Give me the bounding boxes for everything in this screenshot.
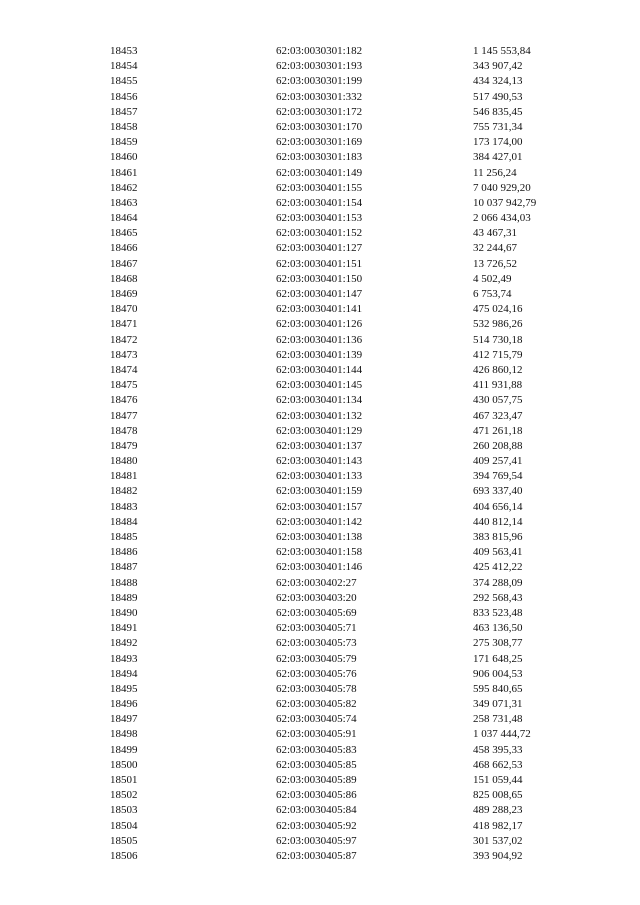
row-number: 18471 [110,318,138,331]
table-row [0,272,640,287]
cadastral-number: 62:03:0030405:83 [276,743,357,756]
cadastral-value: 292 568,43 [473,591,523,604]
cadastral-number: 62:03:0030405:85 [276,758,357,771]
cadastral-value: 13 726,52 [473,257,517,270]
table-row [0,257,640,272]
cadastral-value: 412 715,79 [473,348,523,361]
table-row [0,560,640,575]
cadastral-number: 62:03:0030401:132 [276,409,363,422]
cadastral-value: 384 427,01 [473,151,523,164]
row-number: 18465 [110,227,138,240]
row-number: 18482 [110,485,138,498]
table-row [0,181,640,196]
row-number: 18477 [110,409,138,422]
cadastral-value: 471 261,18 [473,424,523,437]
table-row [0,409,640,424]
table-row [0,454,640,469]
cadastral-value: 173 174,00 [473,136,523,149]
cadastral-number: 62:03:0030405:89 [276,774,357,786]
cadastral-value: 383 815,96 [473,531,523,543]
cadastral-value: 755 731,34 [473,120,523,133]
row-number: 18461 [110,166,138,179]
row-number: 18481 [110,470,138,483]
cadastral-number: 62:03:0030405:87 [276,849,357,862]
row-number: 18456 [110,90,138,103]
cadastral-value: 343 907,42 [473,60,523,73]
row-number: 18470 [110,303,138,316]
table-row [0,697,640,712]
table-row [0,424,640,439]
row-number: 18463 [110,196,138,209]
table-row [0,652,640,667]
cadastral-number: 62:03:0030405:92 [276,819,357,832]
cadastral-value: 275 308,77 [473,637,523,650]
row-number: 18473 [110,348,138,361]
table-row [0,788,640,803]
cadastral-number: 62:03:0030301:183 [276,151,363,164]
table-row [0,196,640,211]
cadastral-value: 468 662,53 [473,758,523,771]
row-number: 18493 [110,652,138,665]
row-number: 18458 [110,120,138,133]
cadastral-value: 151 059,44 [473,774,523,786]
cadastral-value: 4 502,49 [473,272,512,285]
table-row [0,834,640,849]
table-row [0,166,640,181]
row-number: 18478 [110,424,138,437]
table-row [0,819,640,834]
table-row [0,484,640,499]
cadastral-number: 62:03:0030401:147 [276,288,363,300]
cadastral-number: 62:03:0030401:138 [276,531,363,543]
cadastral-value: 394 769,54 [473,470,523,483]
cadastral-number: 62:03:0030401:142 [276,515,363,528]
row-number: 18474 [110,363,138,376]
cadastral-number: 62:03:0030401:139 [276,348,363,361]
table-row [0,667,640,682]
cadastral-value: 404 656,14 [473,500,523,513]
table-row [0,439,640,454]
cadastral-value: 171 648,25 [473,652,523,665]
row-number: 18494 [110,667,138,680]
cadastral-value: 825 008,65 [473,789,523,802]
table-row [0,515,640,530]
cadastral-value: 434 324,13 [473,75,523,88]
row-number: 18502 [110,789,138,802]
table-row [0,348,640,363]
row-number: 18505 [110,834,138,847]
cadastral-number: 62:03:0030401:154 [276,196,363,209]
cadastral-value: 409 257,41 [473,455,523,468]
table-row [0,393,640,408]
table-row [0,758,640,773]
cadastral-number: 62:03:0030401:158 [276,546,363,559]
row-number: 18459 [110,136,138,149]
table-row [0,621,640,636]
cadastral-value: 906 004,53 [473,667,523,680]
row-number: 18462 [110,181,138,194]
row-number: 18469 [110,288,138,300]
row-number: 18492 [110,637,138,650]
cadastral-number: 62:03:0030405:78 [276,682,357,695]
cadastral-number: 62:03:0030401:144 [276,363,363,376]
cadastral-value: 7 040 929,20 [473,181,531,194]
row-number: 18488 [110,576,138,589]
row-number: 18460 [110,151,138,164]
cadastral-number: 62:03:0030301:332 [276,90,363,103]
cadastral-value: 467 323,47 [473,409,523,422]
cadastral-value: 489 288,23 [473,804,523,817]
cadastral-value: 595 840,65 [473,682,523,695]
cadastral-number: 62:03:0030301:182 [276,45,363,57]
cadastral-value: 301 537,02 [473,834,523,847]
cadastral-value: 514 730,18 [473,333,523,346]
row-number: 18500 [110,758,138,771]
table-row [0,241,640,256]
table-row [0,545,640,560]
row-number: 18496 [110,698,138,711]
cadastral-number: 62:03:0030401:150 [276,272,363,285]
cadastral-number: 62:03:0030401:151 [276,257,363,270]
row-number: 18498 [110,728,138,741]
cadastral-number: 62:03:0030301:169 [276,136,363,149]
cadastral-value: 693 337,40 [473,485,523,498]
cadastral-number: 62:03:0030301:172 [276,105,363,118]
row-number: 18501 [110,774,138,786]
table-row [0,302,640,317]
cadastral-number: 62:03:0030405:86 [276,789,357,802]
table-row [0,44,640,59]
row-number: 18475 [110,379,138,392]
cadastral-number: 62:03:0030401:155 [276,181,363,194]
row-number: 18476 [110,394,138,407]
row-number: 18495 [110,682,138,695]
row-number: 18483 [110,500,138,513]
cadastral-value: 458 395,33 [473,743,523,756]
row-number: 18506 [110,849,138,862]
cadastral-value: 463 136,50 [473,622,523,635]
table-row [0,226,640,241]
row-number: 18464 [110,212,138,225]
cadastral-value: 833 523,48 [473,606,523,619]
cadastral-number: 62:03:0030405:74 [276,713,357,726]
row-number: 18487 [110,561,138,574]
row-number: 18485 [110,531,138,543]
row-number: 18468 [110,272,138,285]
table-row [0,591,640,606]
cadastral-number: 62:03:0030405:76 [276,667,357,680]
cadastral-number: 62:03:0030405:97 [276,834,357,847]
cadastral-value: 430 057,75 [473,394,523,407]
cadastral-value: 2 066 434,03 [473,212,531,225]
table-row [0,363,640,378]
cadastral-number: 62:03:0030405:79 [276,652,357,665]
cadastral-value: 440 812,14 [473,515,523,528]
table-row [0,120,640,135]
table-row [0,317,640,332]
cadastral-value: 349 071,31 [473,698,523,711]
table-row [0,803,640,818]
cadastral-value: 393 904,92 [473,849,523,862]
cadastral-value-table [0,44,640,864]
row-number: 18467 [110,257,138,270]
table-row [0,636,640,651]
cadastral-value: 1 037 444,72 [473,728,531,741]
cadastral-number: 62:03:0030301:193 [276,60,363,73]
row-number: 18484 [110,515,138,528]
row-number: 18497 [110,713,138,726]
cadastral-number: 62:03:0030405:84 [276,804,357,817]
row-number: 18480 [110,455,138,468]
row-number: 18457 [110,105,138,118]
cadastral-number: 62:03:0030401:134 [276,394,363,407]
row-number: 18455 [110,75,138,88]
cadastral-value: 411 931,88 [473,379,523,392]
table-row [0,211,640,226]
row-number: 18491 [110,622,138,635]
row-number: 18479 [110,439,138,452]
table-row [0,90,640,105]
row-number: 18454 [110,60,138,73]
cadastral-value: 1 145 553,84 [473,45,531,57]
row-number: 18489 [110,591,138,604]
table-row [0,743,640,758]
cadastral-value: 260 208,88 [473,439,523,452]
cadastral-value: 11 256,24 [473,166,517,179]
cadastral-number: 62:03:0030401:157 [276,500,363,513]
cadastral-number: 62:03:0030401:137 [276,439,363,452]
cadastral-value: 10 037 942,79 [473,196,537,209]
row-number: 18504 [110,819,138,832]
table-row [0,135,640,150]
cadastral-number: 62:03:0030402:27 [276,576,357,589]
table-row [0,469,640,484]
cadastral-number: 62:03:0030301:199 [276,75,363,88]
cadastral-number: 62:03:0030401:126 [276,318,363,331]
cadastral-number: 62:03:0030403:20 [276,591,357,604]
cadastral-value: 546 835,45 [473,105,523,118]
cadastral-number: 62:03:0030401:129 [276,424,363,437]
cadastral-number: 62:03:0030401:141 [276,303,363,316]
table-row [0,150,640,165]
cadastral-number: 62:03:0030405:71 [276,622,357,635]
row-number: 18472 [110,333,138,346]
table-row [0,105,640,120]
cadastral-number: 62:03:0030401:143 [276,455,363,468]
table-row [0,530,640,545]
row-number: 18503 [110,804,138,817]
table-row [0,727,640,742]
cadastral-number: 62:03:0030405:91 [276,728,357,741]
table-row [0,74,640,89]
cadastral-value: 475 024,16 [473,303,523,316]
row-number: 18499 [110,743,138,756]
table-row [0,773,640,788]
cadastral-value: 517 490,53 [473,90,523,103]
table-row [0,682,640,697]
cadastral-value: 532 986,26 [473,318,523,331]
table-row [0,712,640,727]
row-number: 18466 [110,242,138,255]
cadastral-value: 374 288,09 [473,576,523,589]
row-number: 18486 [110,546,138,559]
cadastral-value: 6 753,74 [473,288,512,300]
table-row [0,59,640,74]
cadastral-value: 426 860,12 [473,363,523,376]
cadastral-number: 62:03:0030401:149 [276,166,363,179]
cadastral-number: 62:03:0030401:159 [276,485,363,498]
cadastral-value: 425 412,22 [473,561,523,574]
row-number: 18490 [110,606,138,619]
cadastral-value: 418 982,17 [473,819,523,832]
table-row [0,849,640,864]
cadastral-value: 409 563,41 [473,546,523,559]
table-row [0,378,640,393]
cadastral-value: 258 731,48 [473,713,523,726]
table-row [0,287,640,302]
cadastral-number: 62:03:0030401:136 [276,333,363,346]
cadastral-value: 32 244,67 [473,242,517,255]
table-row [0,333,640,348]
cadastral-value: 43 467,31 [473,227,517,240]
cadastral-number: 62:03:0030401:145 [276,379,363,392]
cadastral-number: 62:03:0030405:82 [276,698,357,711]
cadastral-number: 62:03:0030401:127 [276,242,363,255]
table-row [0,606,640,621]
cadastral-number: 62:03:0030401:146 [276,561,363,574]
table-row [0,576,640,591]
cadastral-number: 62:03:0030401:152 [276,227,363,240]
cadastral-number: 62:03:0030301:170 [276,120,363,133]
cadastral-number: 62:03:0030401:153 [276,212,363,225]
row-number: 18453 [110,45,138,57]
cadastral-number: 62:03:0030405:73 [276,637,357,650]
cadastral-number: 62:03:0030401:133 [276,470,363,483]
table-row [0,500,640,515]
cadastral-number: 62:03:0030405:69 [276,606,357,619]
